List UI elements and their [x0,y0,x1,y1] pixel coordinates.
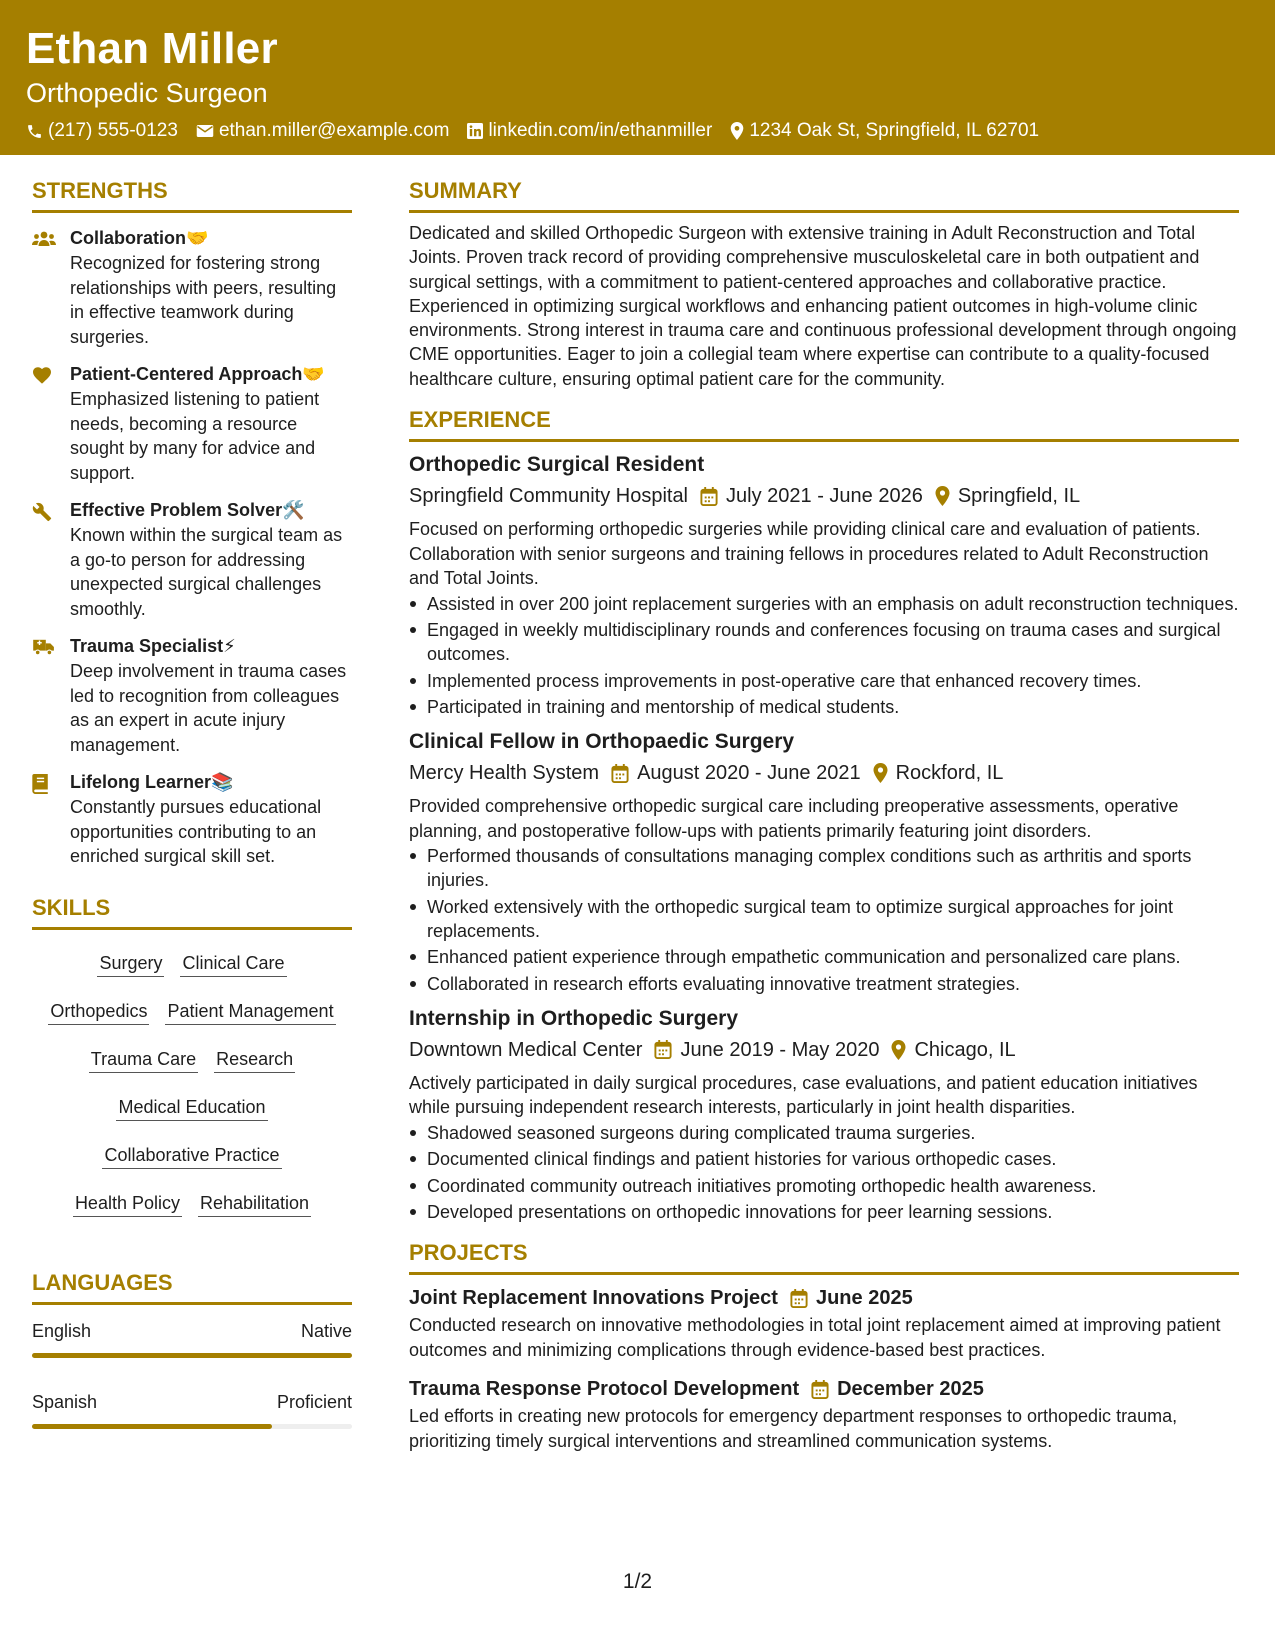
calendar-icon [790,1289,808,1308]
strength-item [32,498,352,621]
job-org: Mercy Health System [409,762,600,785]
linkedin-text: linkedin.com/in/ethanmiller [488,120,713,141]
skill-tag: Research [214,1042,295,1073]
strength-title: Patient-Centered Approach🤝 [70,364,325,384]
skill-tag: Trauma Care [89,1042,198,1073]
map-pin-icon [730,122,744,140]
job-location: Chicago, IL [914,1038,1016,1061]
strength-desc: Known within the surgical team as a go-to person for addressing unexpected surgical challenges smoothly. [70,525,343,619]
map-pin-icon [873,763,888,783]
job-entry [409,727,1239,996]
job-org: Downtown Medical Center [409,1038,643,1061]
language-level: Proficient [276,1391,352,1412]
bullet-item: Shadowed seasoned surgeons during complicated trauma surgeries. [409,1121,1239,1145]
bullet-item: Coordinated community outreach initiatives promoting orthopedic health awareness. [409,1174,1239,1198]
contact-linkedin[interactable] [467,120,712,142]
job-bullets [409,844,1239,996]
experience-heading: EXPERIENCE [409,403,1239,442]
left-column [32,174,352,1429]
contact-email[interactable] [196,120,450,142]
job-dates: June 2019 - May 2020 [680,1038,880,1061]
skill-tag: Patient Management [165,994,335,1025]
map-pin-icon [891,1040,906,1060]
candidate-name: Ethan Miller [26,24,278,73]
language-proficiency-bar [32,1353,352,1358]
book-icon [32,770,70,869]
job-description: Actively participated in daily surgical procedures, case evaluations, and patient education initiatives while pursuing independent research interests, particularly in joint health disparities. [409,1072,1198,1118]
language-item [32,1388,352,1429]
strength-desc: Constantly pursues educational opportunities contributing to an enriched surgical skill set. [70,797,322,866]
calendar-icon [811,1380,829,1399]
job-dates: July 2021 - June 2026 [726,485,923,508]
phone-icon [26,123,43,140]
users-icon [32,226,70,349]
resume-header [0,0,1275,155]
language-name: English [32,1320,92,1341]
contact-phone[interactable] [26,120,178,142]
bullet-item: Participated in training and mentorship of medical students. [409,695,1239,719]
job-entry [409,450,1239,719]
job-description: Provided comprehensive orthopedic surgical care including preoperative assessments, operative planning, and postoperative follow-ups with patients primarily featuring joint disorders. [409,796,1179,841]
project-title: Joint Replacement Innovations Project [409,1287,778,1310]
bullet-item: Assisted in over 200 joint replacement surgeries with an emphasis on adult reconstruction techniques. [409,592,1239,616]
job-bullets [409,1121,1239,1225]
address-text: 1234 Oak St, Springfield, IL 62701 [749,120,1040,141]
language-proficiency-bar [32,1424,352,1429]
project-entry [409,1374,1239,1453]
summary-heading: SUMMARY [409,174,1239,213]
strength-item [32,226,352,349]
skill-tag: Health Policy [73,1186,182,1217]
ambulance-icon [32,634,70,757]
project-date: June 2025 [815,1287,913,1310]
language-item [32,1317,352,1358]
summary-text: Dedicated and skilled Orthopedic Surgeon with extensive training in Adult Reconstruction and Total Joints. Proven track record of providing comprehensive musculoskeletal care in both outpatient and surgical settings, with a commitment to patient-centered approaches and collaborative practice. Experienced in optimizing surgical workflows and enhancing patient outcomes in high-volume clinic environments. Strong interest in trauma care and continuous professional development through ongoing CME opportunities. Eager to join a collegial team where expertise can contribute to a quality-focused healthcare culture, ensuring optimal patient care for the community. [409,223,1237,389]
project-description: Led efforts in creating new protocols for emergency department responses to orthopedic trauma, prioritizing timely surgical interventions and streamlined communication systems. [409,1406,1178,1451]
bullet-item: Engaged in weekly multidisciplinary rounds and conferences focusing on trauma cases and surgical outcomes. [409,618,1239,666]
candidate-title: Orthopedic Surgeon [26,78,268,108]
bullet-item: Documented clinical findings and patient histories for various orthopedic cases. [409,1147,1239,1171]
wrench-icon [32,498,70,621]
calendar-icon [654,1040,672,1059]
linkedin-icon [467,123,483,139]
right-column [409,174,1239,1453]
contact-address [730,120,1039,142]
strength-item [32,770,352,869]
project-entry [409,1283,1239,1362]
job-bullets [409,592,1239,720]
bullet-item: Worked extensively with the orthopedic surgical team to optimize surgical approaches for joint replacements. [409,895,1239,943]
job-location: Rockford, IL [895,762,1004,785]
job-title: Internship in Orthopedic Surgery [409,1006,739,1030]
strength-item [32,362,352,485]
bullet-item: Implemented process improvements in post-operative care that enhanced recovery times. [409,669,1239,693]
job-org: Springfield Community Hospital [409,485,689,508]
skills-heading: SKILLS [32,891,352,930]
calendar-icon [700,487,718,506]
strength-title: Effective Problem Solver🛠️ [70,500,305,520]
job-title: Clinical Fellow in Orthopaedic Surgery [409,730,795,754]
languages-heading: LANGUAGES [32,1266,352,1305]
language-proficiency-fill [32,1353,352,1358]
strength-title: Trauma Specialist⚡ [70,636,236,656]
strength-title: Lifelong Learner📚 [70,772,234,792]
strength-title: Collaboration🤝 [70,228,209,248]
skills-list [32,940,352,1228]
projects-heading: PROJECTS [409,1236,1239,1275]
skill-tag: Clinical Care [180,946,286,977]
job-title: Orthopedic Surgical Resident [409,453,705,477]
contact-bar [26,120,1249,142]
skill-tag: Surgery [97,946,164,977]
project-description: Conducted research on innovative methodologies in total joint replacement aimed at improving patient outcomes and minimizing complications through evidence-based best practices. [409,1315,1221,1360]
strength-item [32,634,352,757]
strength-desc: Deep involvement in trauma cases led to recognition from colleagues as an expert in acute injury management. [70,661,347,755]
bullet-item: Developed presentations on orthopedic innovations for peer learning sessions. [409,1200,1239,1224]
skill-tag: Orthopedics [48,994,149,1025]
heart-icon [32,362,70,485]
bullet-item: Performed thousands of consultations managing complex conditions such as arthritis and sports injuries. [409,844,1239,892]
project-date: December 2025 [837,1378,984,1401]
language-level: Native [300,1320,352,1341]
envelope-icon [196,123,214,139]
project-title: Trauma Response Protocol Development [409,1378,800,1401]
language-proficiency-fill [32,1424,272,1429]
job-location: Springfield, IL [957,485,1081,508]
calendar-icon [611,764,629,783]
bullet-item: Collaborated in research efforts evaluating innovative treatment strategies. [409,972,1239,996]
skill-tag: Medical Education [116,1090,267,1121]
skill-tag: Rehabilitation [198,1186,311,1217]
page-number: 1/2 [622,1570,653,1593]
map-pin-icon [935,486,950,506]
job-dates: August 2020 - June 2021 [637,762,861,785]
job-entry [409,1004,1239,1225]
job-description: Focused on performing orthopedic surgeries while providing clinical care and evaluation of patients. Collaboration with senior surgeons and training fellows in procedures related to Adult Reconstruction and Total Joints. [409,519,1209,589]
strengths-heading: STRENGTHS [32,174,352,213]
email-text: ethan.miller@example.com [218,120,450,141]
language-name: Spanish [32,1391,98,1412]
strength-desc: Emphasized listening to patient needs, becoming a resource sought by many for advice and support. [70,389,320,483]
bullet-item: Enhanced patient experience through empathetic communication and personalized care plans. [409,945,1239,969]
phone-text: (217) 555-0123 [48,120,178,141]
skill-tag: Collaborative Practice [102,1138,281,1169]
strength-desc: Recognized for fostering strong relationships with peers, resulting in effective teamwork during surgeries. [70,253,337,347]
